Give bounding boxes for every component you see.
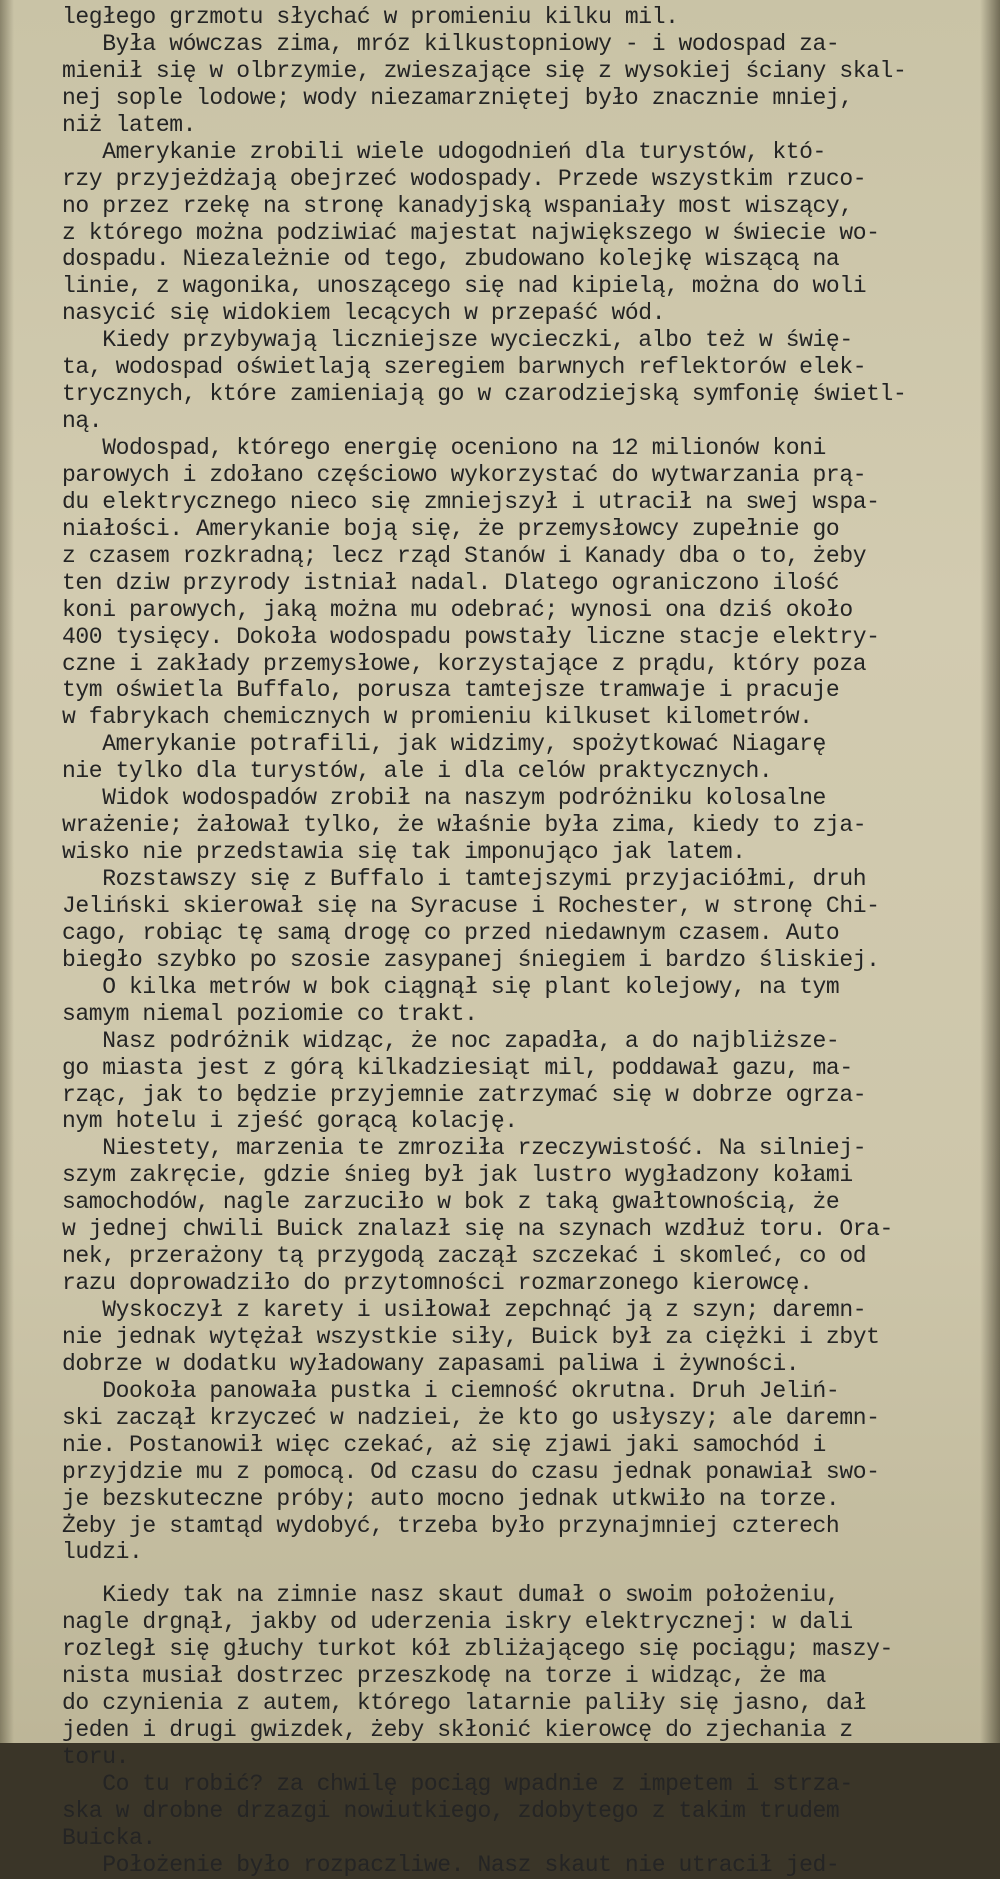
text-line: wisko nie przedstawia się tak imponująco jak latem. — [62, 839, 746, 866]
text-line: Jeliński skierował się na Syracuse i Rochester, w stronę Chi- — [62, 892, 880, 919]
text-line: samym niemal poziomie co trakt. — [62, 1000, 478, 1027]
text-line: ski zaczął krzyczeć w nadziei, że kto go usłyszy; ale daremn- — [62, 1404, 880, 1431]
text-line: toru. — [62, 1744, 130, 1770]
text-line: czne i zakłady przemysłowe, korzystające z prądu, który poza — [62, 650, 867, 677]
text-line: 400 tysięcy. Dokoła wodospadu powstały liczne stacje elektry- — [62, 623, 880, 650]
text-line: Amerykanie zrobili wiele udogodnień dla turystów, któ- — [62, 138, 826, 165]
text-line: du elektrycznego nieco się zmniejszył i utracił na swej wspa- — [62, 488, 880, 515]
page-text — [62, 4, 974, 1879]
text-line: samochodów, nagle zarzuciło w bok z taką gwałtownością, że — [62, 1189, 840, 1216]
paragraph-gap — [62, 1566, 974, 1582]
text-line: z czasem rozkradną; lecz rząd Stanów i Kanady dba o to, żeby — [62, 542, 867, 569]
text-line: Wodospad, którego energię oceniono na 12 milionów koni — [62, 435, 826, 461]
text-line: Kiedy tak na zimnie nasz skaut dumał o swoim położeniu, — [62, 1582, 840, 1609]
text-line: dobrze w dodatku wyładowany zapasami paliwa i żywności. — [62, 1350, 800, 1377]
text-line: ska w drobne drzazgi nowiutkiego, zdobytego z takim trudem — [62, 1797, 840, 1824]
text-line: Co tu robić? za chwilę pociąg wpadnie z impetem i strza- — [62, 1770, 853, 1797]
text-line: Buicka. — [62, 1824, 156, 1851]
text-line: razu doprowadziło do przytomności rozmarzonego kierowcę. — [62, 1270, 813, 1297]
text-line: ną. — [62, 408, 103, 435]
text-line: szym zakręcie, gdzie śnieg był jak lustro wygładzony kołami — [62, 1162, 853, 1189]
text-line: Amerykanie potrafili, jak widzimy, spożytkować Niagarę — [62, 731, 826, 758]
text-line: rozległ się głuchy turkot kół zbliżającego się pociągu; maszy- — [62, 1636, 893, 1663]
text-line: wrażenie; żałował tylko, że właśnie była zima, kiedy to zja- — [62, 812, 867, 839]
text-line: nista musiał dostrzec przeszkodę na torze i widząc, że ma — [62, 1663, 826, 1690]
text-line: nej sople lodowe; wody niezamarzniętej było znacznie mniej, — [62, 84, 853, 111]
text-line: dospadu. Niezależnie od tego, zbudowano kolejkę wiszącą na — [62, 246, 840, 273]
text-line: linie, z wagonika, unoszącego się nad kipielą, można do woli — [62, 273, 867, 300]
text-line: ludzi. — [62, 1539, 143, 1566]
text-line: Widok wodospadów zrobił na naszym podróżniku kolosalne — [62, 785, 826, 812]
text-line: do czynienia z autem, którego latarnie paliły się jasno, dał — [62, 1690, 867, 1717]
text-line: nie. Postanowił więc czekać, aż się zjawi jaki samochód i — [62, 1431, 826, 1458]
text-line: biegło szybko po szosie zasypanej śniegiem i bardzo śliskiej. — [62, 946, 880, 973]
text-line: cago, robiąc tę samą drogę co przed niedawnym czasem. Auto — [62, 919, 840, 946]
page-edge-shadow-right — [980, 0, 1000, 1743]
text-line: ten dziw przyrody istniał nadal. Dlatego ograniczono ilość — [62, 569, 840, 596]
text-line: rzy przyjeżdżają obejrzeć wodospady. Przede wszystkim rzuco- — [62, 165, 867, 192]
text-line: nagle drgnął, jakby od uderzenia iskry elektrycznej: w dali — [62, 1609, 853, 1636]
text-line: z którego można podziwiać majestat największego w świecie wo- — [62, 219, 880, 246]
text-line: koni parowych, jaką można mu odebrać; wynosi ona dziś około — [62, 596, 853, 623]
text-line: trycznych, które zamieniają go w czarodziejską symfonię świetl- — [62, 381, 907, 408]
text-line: mienił się w olbrzymie, zwieszające się z wysokiej ściany skal- — [62, 57, 907, 84]
text-line: nie tylko dla turystów, ale i dla celów praktycznych. — [62, 758, 773, 785]
text-line: nym hotelu i zjeść gorącą kolację. — [62, 1108, 518, 1135]
text-line: ległego grzmotu słychać w promieniu kilku mil. — [62, 4, 679, 30]
text-line: parowych i zdołano częściowo wykorzystać do wytwarzania prą- — [62, 461, 867, 488]
text-line: ta, wodospad oświetlają szeregiem barwnych reflektorów elek- — [62, 354, 867, 381]
text-line: nek, przerażony tą przygodą zaczął szczekać i skomleć, co od — [62, 1243, 867, 1270]
text-line: Niestety, marzenia te zmroziła rzeczywistość. Na silniej- — [62, 1135, 867, 1162]
text-line: je bezskuteczne próby; auto mocno jednak utkwiło na torze. — [62, 1485, 840, 1512]
text-line: Dookoła panowała pustka i ciemność okrutna. Druh Jeliń- — [62, 1377, 840, 1404]
text-line: nie jednak wytężał wszystkie siły, Buick był za ciężki i zbyt — [62, 1323, 880, 1350]
text-line: no przez rzekę na stronę kanadyjską wspaniały most wiszący, — [62, 192, 853, 219]
text-line: Była wówczas zima, mróz kilkustopniowy - i wodospad za- — [62, 30, 840, 57]
text-line: Żeby je stamtąd wydobyć, trzeba było przynajmniej czterech — [62, 1512, 840, 1539]
text-line: tym oświetla Buffalo, porusza tamtejsze tramwaje i pracuje — [62, 677, 840, 704]
text-line: niałości. Amerykanie boją się, że przemysłowcy zupełnie go — [62, 515, 840, 542]
text-line: Kiedy przybywają liczniejsze wycieczki, albo też w świę- — [62, 327, 853, 354]
text-line: przyjdzie mu z pomocą. Od czasu do czasu jednak ponawiał swo- — [62, 1458, 880, 1485]
text-line: w jednej chwili Buick znalazł się na szynach wzdłuż toru. Ora- — [62, 1216, 893, 1243]
text-line: Wyskoczył z karety i usiłował zepchnąć ją z szyn; daremn- — [62, 1297, 867, 1323]
text-line: Rozstawszy się z Buffalo i tamtejszymi przyjaciółmi, druh — [62, 866, 867, 892]
text-line: rząc, jak to będzie przyjemnie zatrzymać się w dobrze ogrza- — [62, 1081, 867, 1108]
text-line: Nasz podróżnik widząc, że noc zapadła, a do najbliższe- — [62, 1027, 840, 1054]
text-line: w fabrykach chemicznych w promieniu kilkuset kilometrów. — [62, 704, 813, 731]
text-line: Położenie było rozpaczliwe. Nasz skaut nie utracił jed- — [62, 1851, 840, 1878]
text-line: jeden i drugi gwizdek, żeby skłonić kierowcę do zjechania z — [62, 1717, 853, 1744]
page-edge-shadow-left — [0, 0, 14, 1743]
text-line: niż latem. — [62, 111, 197, 138]
text-line: O kilka metrów w bok ciągnął się plant kolejowy, na tym — [62, 973, 840, 1000]
text-line: go miasta jest z górą kilkadziesiąt mil, poddawał gazu, ma- — [62, 1054, 853, 1081]
text-line: nasycić się widokiem lecących w przepaść wód. — [62, 300, 666, 327]
